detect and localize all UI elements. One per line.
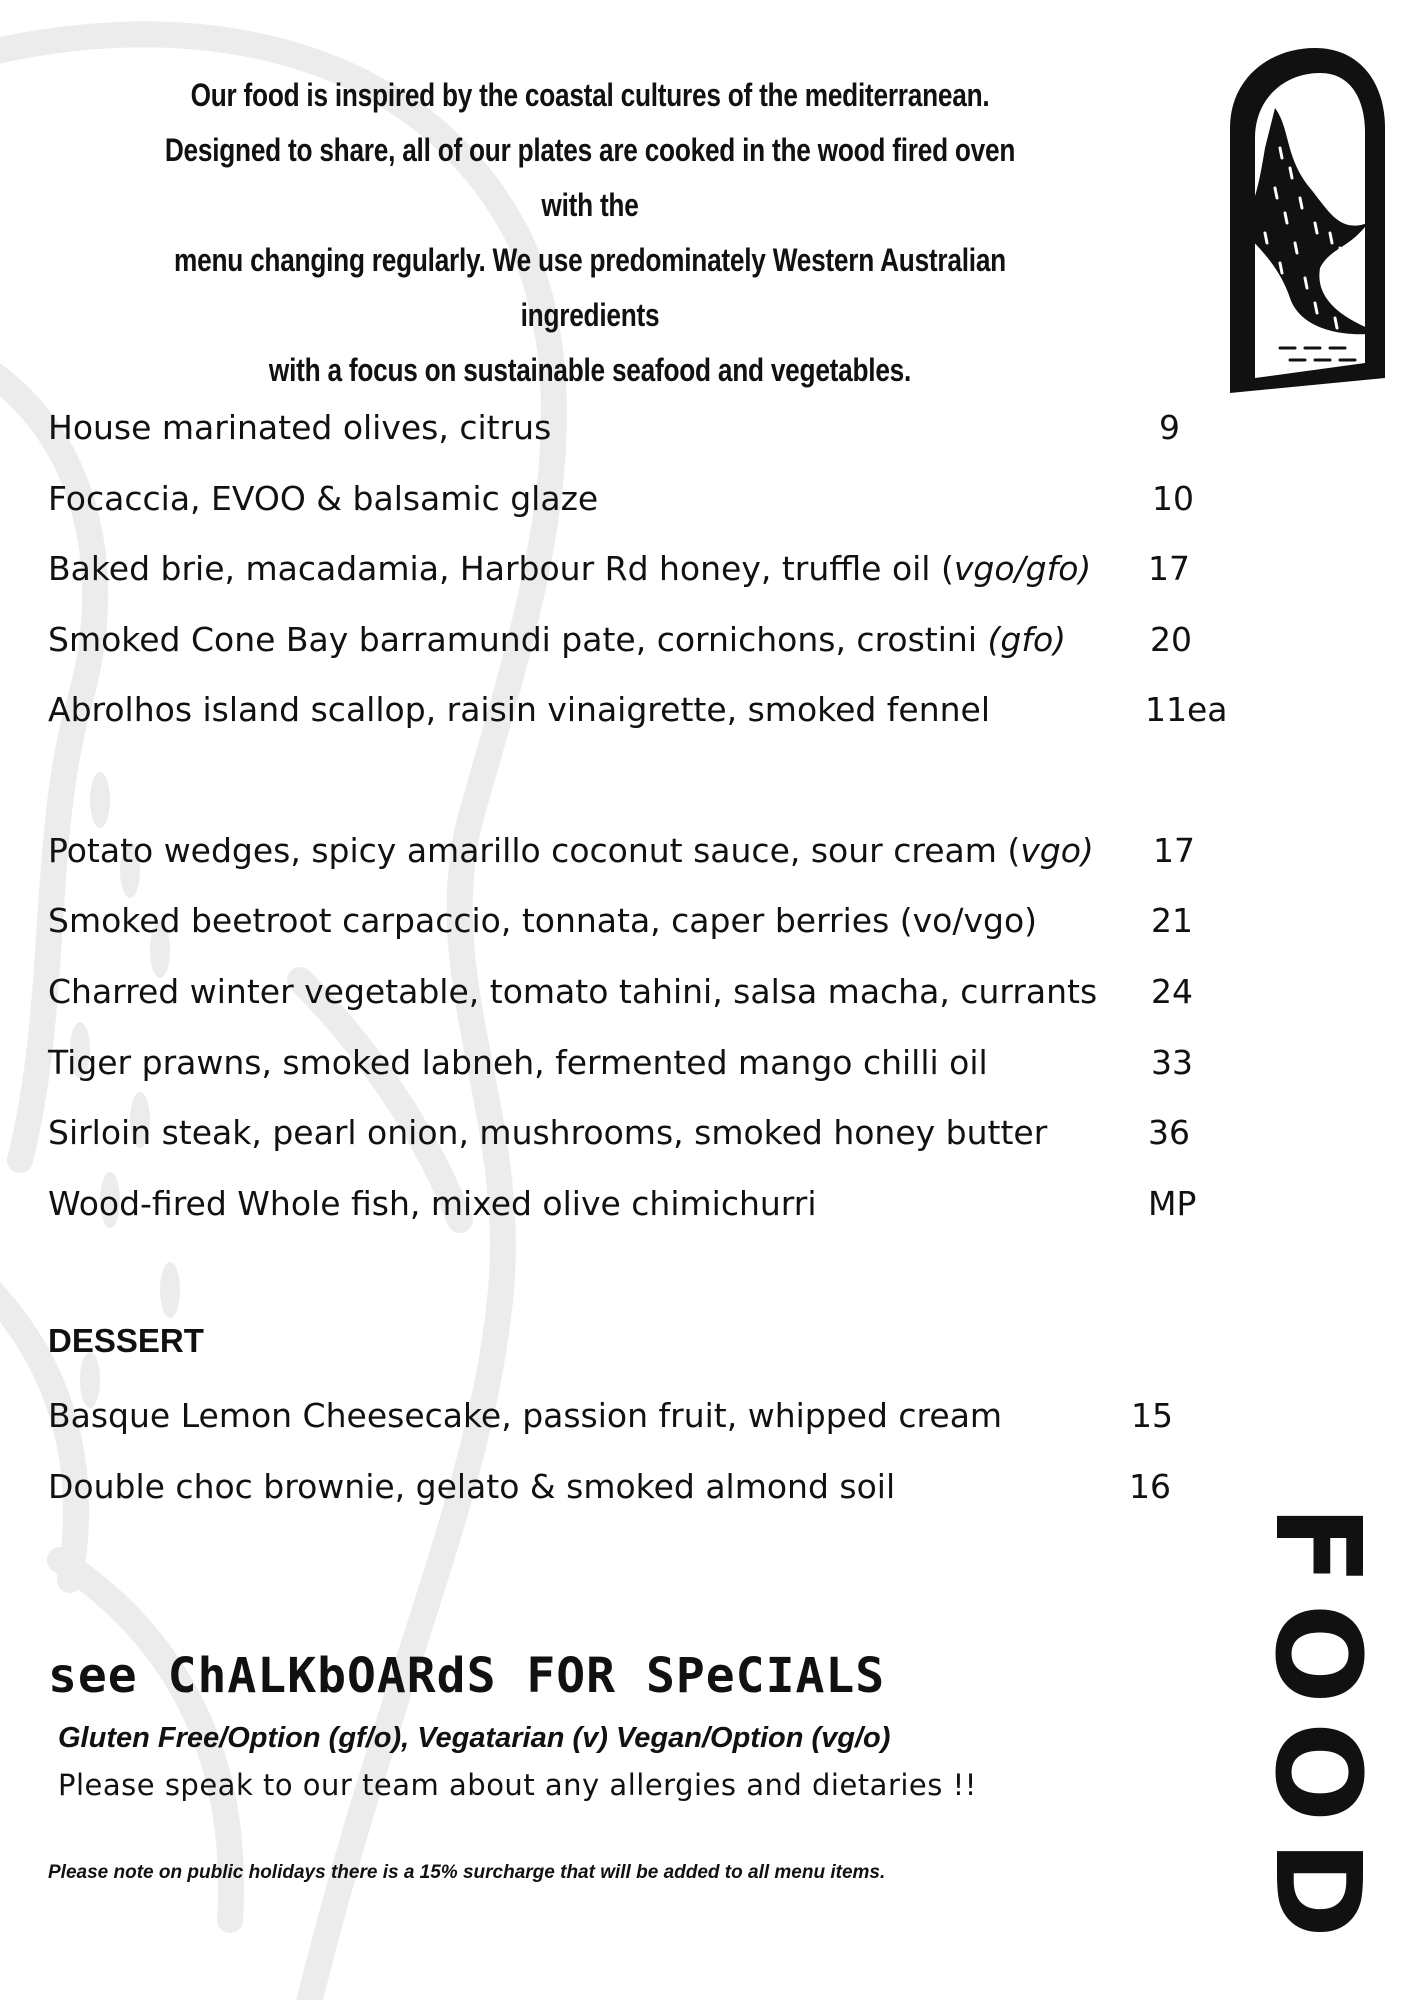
specials-heading: see ChALKbOARdS FOR SPeCIALS — [48, 1648, 886, 1704]
menu-item — [48, 403, 1228, 453]
menu-item-price: 11ea — [1145, 690, 1228, 729]
menu-item-price: 36 — [1148, 1113, 1190, 1152]
menu-item — [48, 1038, 1228, 1088]
menu-item — [48, 544, 1228, 594]
menu-item-name: Potato wedges, spicy amarillo coconut sauce, sour cream (vgo) — [48, 831, 1094, 870]
menu-item-price: 20 — [1150, 620, 1192, 659]
menu-item-name: Abrolhos island scallop, raisin vinaigrette, smoked fennel — [48, 690, 991, 729]
menu-item-name: Tiger prawns, smoked labneh, fermented mango chilli oil — [48, 1043, 988, 1082]
intro-paragraph — [139, 68, 1041, 398]
menu-item — [48, 1108, 1228, 1158]
menu-item-name: Focaccia, EVOO & balsamic glaze — [48, 479, 599, 518]
menu-item-name: Sirloin steak, pearl onion, mushrooms, smoked honey butter — [48, 1113, 1048, 1152]
menu-item-price: 10 — [1152, 479, 1194, 518]
intro-line: Our food is inspired by the coastal cultures of the mediterranean. — [190, 77, 990, 113]
menu-item-name: Baked brie, macadamia, Harbour Rd honey, truffle oil (vgo/gfo) — [48, 549, 1092, 588]
menu-item — [48, 1179, 1228, 1229]
menu-item-name: Wood-fired Whole fish, mixed olive chimichurri — [48, 1184, 817, 1223]
menu-item-name: Smoked Cone Bay barramundi pate, cornichons, crostini (gfo) — [48, 620, 1067, 659]
fish-doorway-logo-icon — [1220, 48, 1390, 398]
menu-item-price: 9 — [1159, 408, 1180, 447]
dietary-legend: Gluten Free/Option (gf/o), Vegatarian (v) Vegan/Option (vg/o) — [58, 1722, 891, 1754]
menu-item — [48, 685, 1228, 735]
menu-item-price: 15 — [1131, 1396, 1173, 1435]
side-title: FOOD — [1249, 1505, 1387, 1957]
menu-item-name: Double choc brownie, gelato & smoked almond soil — [48, 1467, 896, 1506]
menu-item-price: 17 — [1148, 549, 1190, 588]
menu-item-price: 24 — [1151, 972, 1193, 1011]
menu-item — [48, 967, 1228, 1017]
menu-item — [48, 1391, 1228, 1441]
menu-item-name: Smoked beetroot carpaccio, tonnata, caper berries (vo/vgo) — [48, 901, 1038, 940]
intro-line: Designed to share, all of our plates are cooked in the wood fired oven with the — [164, 132, 1016, 223]
menu-item — [48, 615, 1228, 665]
menu-item — [48, 1462, 1228, 1512]
surcharge-note: Please note on public holidays there is a 15% surcharge that will be added to all menu items. — [48, 1862, 886, 1883]
menu-item-price: 16 — [1129, 1467, 1171, 1506]
menu-item-name: Charred winter vegetable, tomato tahini, salsa macha, currants — [48, 972, 1098, 1011]
menu-item-price: 17 — [1153, 831, 1195, 870]
menu-item — [48, 474, 1228, 524]
menu-item — [48, 896, 1228, 946]
intro-line: with a focus on sustainable seafood and vegetables. — [268, 352, 912, 388]
intro-line: menu changing regularly. We use predominately Western Australian ingredients — [174, 242, 1006, 333]
menu-item-price: 21 — [1151, 901, 1193, 940]
menu-item-name: House marinated olives, citrus — [48, 408, 552, 447]
allergy-note: Please speak to our team about any allergies and dietaries !! — [58, 1768, 977, 1802]
menu-item-price: MP — [1148, 1184, 1197, 1223]
dessert-heading: DESSERT — [48, 1322, 204, 1359]
menu-item-price: 33 — [1151, 1043, 1193, 1082]
menu-item — [48, 826, 1228, 876]
menu-item-name: Basque Lemon Cheesecake, passion fruit, whipped cream — [48, 1396, 1003, 1435]
